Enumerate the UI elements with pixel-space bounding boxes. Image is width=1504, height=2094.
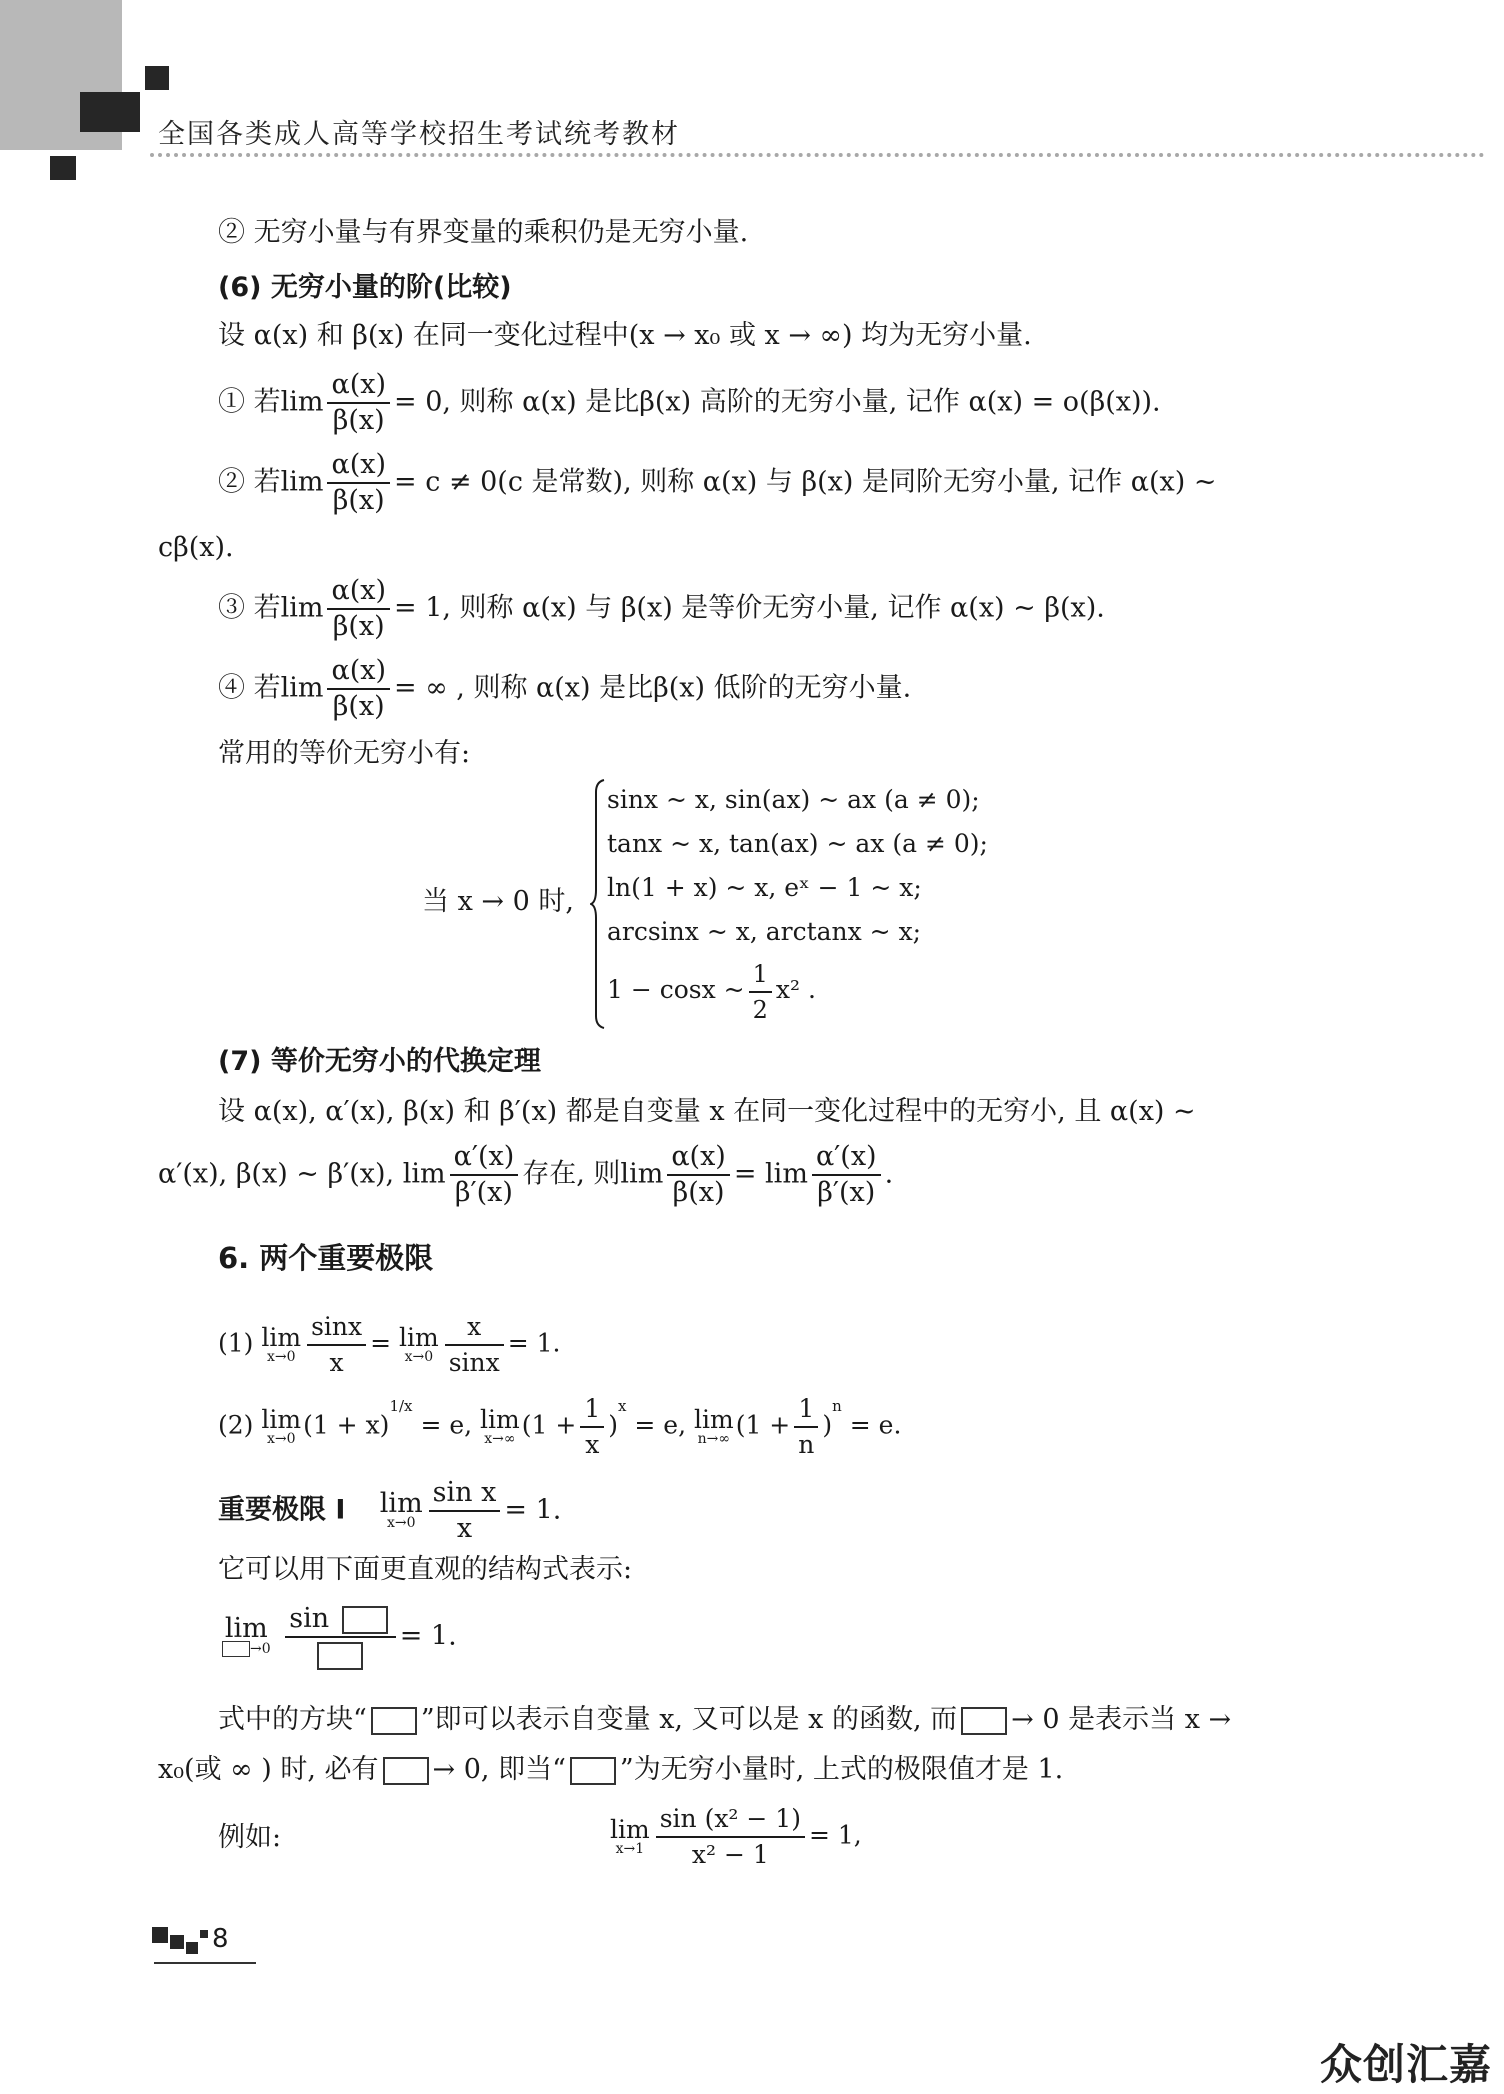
- equivalence-list: [607, 778, 988, 1026]
- s6-case2: ② 若lim $\frac{\alpha(x)}{\beta(x)}$ = c ≠ 0(c 是常数), 则称 α(x) 与 β(x) 是同阶无穷小量, 记作 α(x) ~: [218, 449, 1217, 516]
- structure-para-2: x₀(或 ∞ ) 时, 必有 → 0, 即当“ ”为无穷小量时, 上式的极限值才是 1.: [158, 1754, 1064, 1785]
- important-limit: 重要极限 Ⅰ lim x→0 $\frac{\text{sin x}}{x}$ = 1.: [218, 1477, 562, 1544]
- s6-case3: ③ 若lim $\frac{\alpha(x)}{\beta(x)}$ = 1, 则称 α(x) 与 β(x) 是等价无穷小量, 记作 α(x) ~ β(x).: [218, 575, 1105, 642]
- s7-heading: (7) 等价无穷小的代换定理: [218, 1046, 541, 1077]
- fraction: $\frac{\alpha(x)}{\beta(x)}$: [327, 448, 390, 518]
- s7-line2: α′(x), β(x) ~ β′(x), lim $\frac{\alpha'(x)}{\beta'(x)}$ 存在, 则lim $\frac{\alpha(x)}{\beta(x)}$ = lim $\frac{\alpha'(x)}{\beta'(x)}$ .: [158, 1141, 894, 1208]
- watermark: 众创汇嘉: [1319, 2040, 1492, 2089]
- limit-2: (2) lim x→0 $(1 + x)^{1/x} = e$, lim x→∞ (1 + $\frac{1}{x}$ )$^x$ = e, lim n→∞ (1 + $\frac{1}{n}$ )$^n$ = e.: [218, 1394, 902, 1459]
- fraction: $\frac{\alpha(x)}{\beta(x)}$: [327, 368, 390, 438]
- page-number: 8: [212, 1924, 229, 1954]
- s7-line1: 设 α(x), α′(x), β(x) 和 β′(x) 都是自变量 x 在同一变化过程中的无穷小, 且 α(x) ~: [218, 1096, 1196, 1127]
- equivalence-item: ln(1 + x) ~ x, eˣ − 1 ~ x;: [607, 873, 922, 902]
- fraction: $\frac{\alpha(x)}{\beta(x)}$: [327, 654, 390, 724]
- placeholder-box: [570, 1757, 616, 1785]
- left-brace: [590, 778, 606, 1030]
- structure-para-1: 式中的方块“ ”即可以表示自变量 x, 又可以是 x 的函数, 而 → 0 是表示当 x →: [218, 1704, 1232, 1735]
- header-square: [145, 66, 169, 90]
- example-formula: lim x→1 $\frac{\text{sin (x² − 1)}}{\text{x² − 1}}$ = 1,: [610, 1804, 862, 1869]
- s6-case2-cont: cβ(x).: [158, 532, 234, 563]
- footer-square: [152, 1927, 168, 1943]
- example-label: 例如:: [218, 1822, 282, 1853]
- equivalence-item: sinx ~ x, sin(ax) ~ ax (a ≠ 0);: [607, 785, 980, 814]
- s6-common: 常用的等价无穷小有:: [218, 738, 471, 769]
- equivalence-item: 1 − cosx ~ $\frac{1}{2}$ x² .: [607, 954, 988, 1026]
- s6-when: 当 x → 0 时,: [422, 886, 574, 917]
- header-square: [80, 92, 140, 132]
- item2-text: ② 无穷小量与有界变量的乘积仍是无穷小量.: [218, 217, 749, 248]
- s6-case4: ④ 若lim $\frac{\alpha(x)}{\beta(x)}$ = ∞ , 则称 α(x) 是比β(x) 低阶的无穷小量.: [218, 655, 912, 722]
- limit-1: (1) lim x→0 $\frac{\sin x}{x}$ = lim x→0 $\frac{x}{\sin x}$ = 1.: [218, 1312, 561, 1377]
- equivalence-item: tanx ~ x, tan(ax) ~ ax (a ≠ 0);: [607, 829, 988, 858]
- equivalence-item: arcsinx ~ x, arctanx ~ x;: [607, 917, 922, 946]
- limits-heading: 6. 两个重要极限: [218, 1241, 434, 1275]
- placeholder-box: [371, 1707, 417, 1735]
- structure-text: 它可以用下面更直观的结构式表示:: [218, 1554, 633, 1585]
- s6-heading: (6) 无穷小量的阶(比较): [218, 272, 512, 303]
- s6-intro: 设 α(x) 和 β(x) 在同一变化过程中(x → x₀ 或 x → ∞) 均为无穷小量.: [218, 320, 1032, 351]
- footer-rule: [154, 1962, 256, 1964]
- footer-square: [186, 1942, 198, 1954]
- placeholder-box: [383, 1757, 429, 1785]
- footer-square: [200, 1930, 208, 1938]
- fraction: $\frac{\alpha(x)}{\beta(x)}$: [327, 574, 390, 644]
- header-square: [50, 156, 76, 180]
- placeholder-box: [961, 1707, 1007, 1735]
- header-divider: [150, 153, 1485, 157]
- s6-case1: ① 若lim $\frac{\alpha(x)}{\beta(x)}$ = 0, 则称 α(x) 是比β(x) 高阶的无穷小量, 记作 α(x) = o(β(x)).: [218, 369, 1161, 436]
- header-title: 全国各类成人高等学校招生考试统考教材: [158, 119, 680, 150]
- structure-formula: lim →0 sin = 1.: [222, 1602, 457, 1672]
- footer-square: [170, 1935, 184, 1949]
